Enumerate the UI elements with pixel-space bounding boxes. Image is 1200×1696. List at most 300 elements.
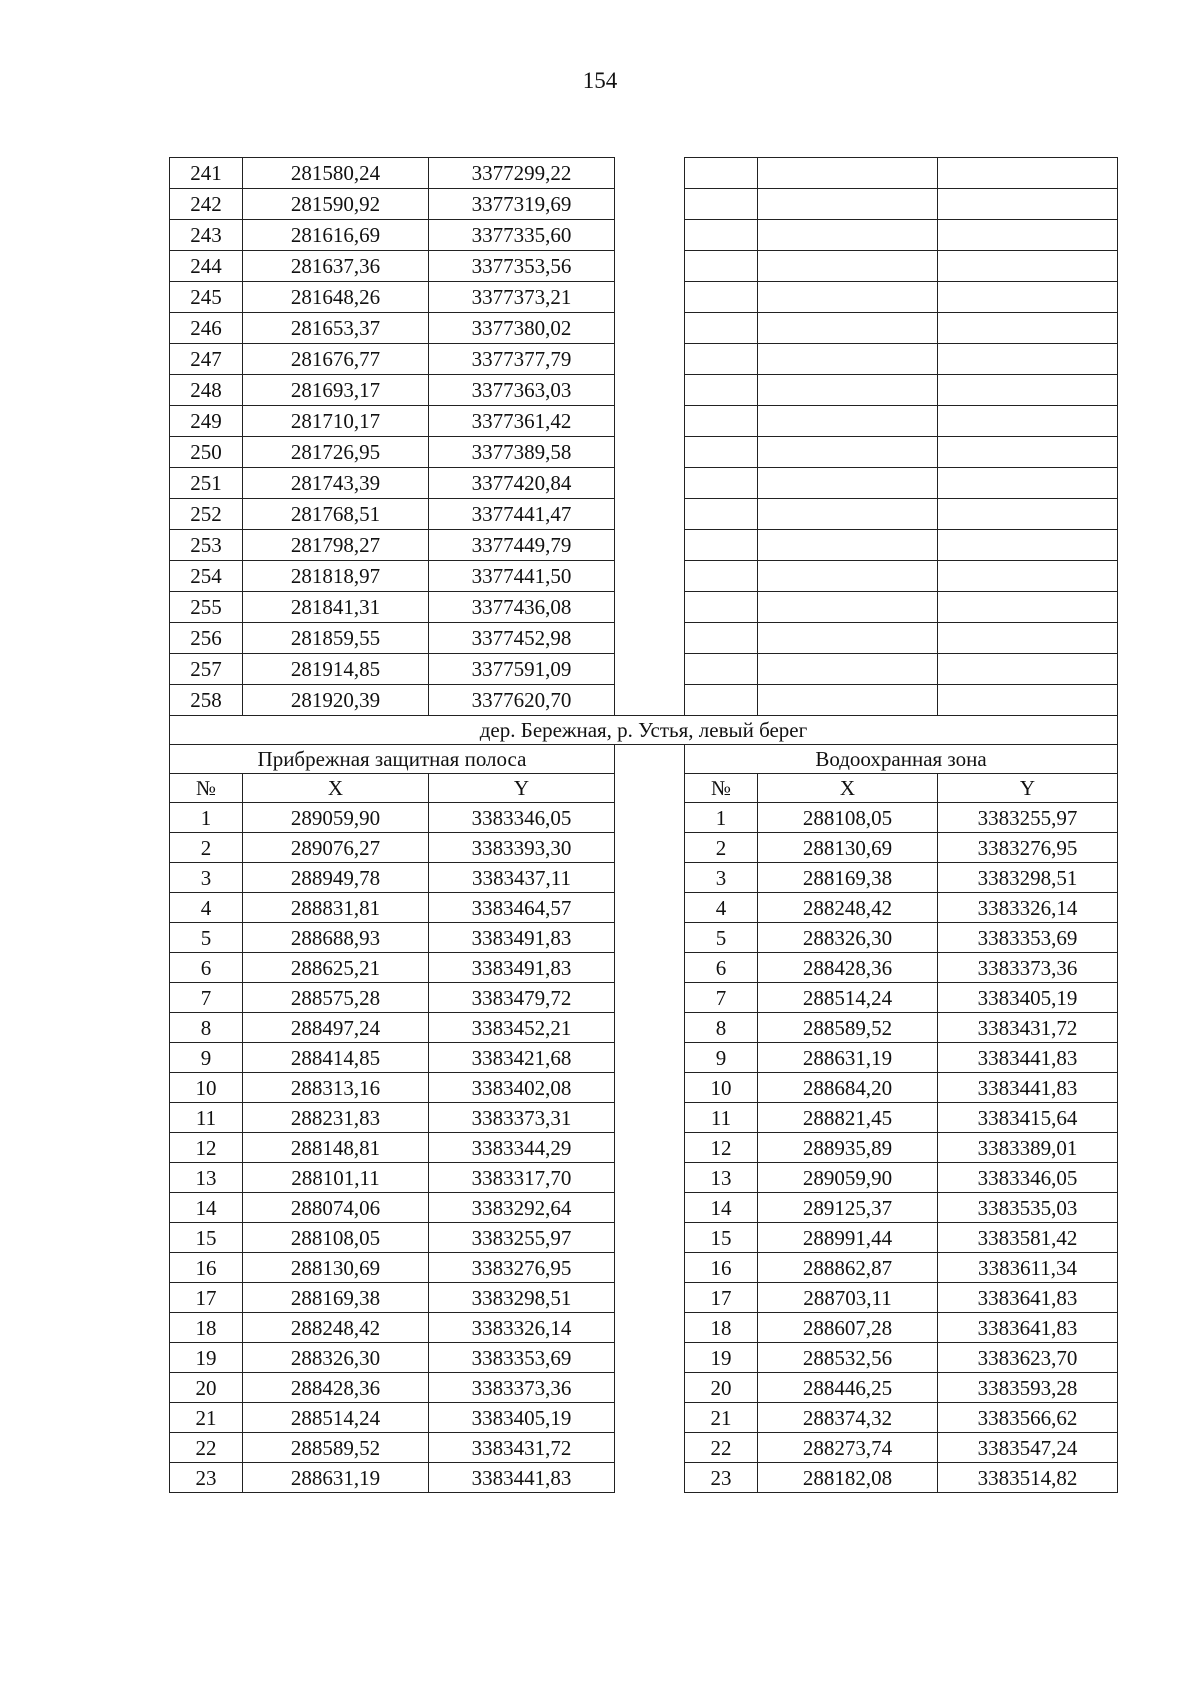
empty-cell <box>758 344 938 375</box>
left-point-number: 3 <box>170 863 243 893</box>
table-row <box>170 863 1118 893</box>
right-point-number: 21 <box>685 1403 758 1433</box>
empty-cell <box>685 375 758 406</box>
x-coordinate: 281818,97 <box>243 561 429 592</box>
empty-cell <box>938 282 1118 313</box>
point-number: 255 <box>170 592 243 623</box>
table-row <box>170 803 1118 833</box>
gap-cell <box>615 774 685 803</box>
right-y-coordinate: 3383581,42 <box>938 1223 1118 1253</box>
gap-cell <box>615 189 685 220</box>
gap-cell <box>615 1133 685 1163</box>
left-point-number: 6 <box>170 953 243 983</box>
right-y-coordinate: 3383298,51 <box>938 863 1118 893</box>
empty-cell <box>685 685 758 716</box>
gap-cell <box>615 251 685 282</box>
empty-cell <box>685 499 758 530</box>
left-point-number: 2 <box>170 833 243 863</box>
empty-cell <box>758 654 938 685</box>
gap-cell <box>615 406 685 437</box>
left-point-number: 23 <box>170 1463 243 1493</box>
empty-cell <box>685 313 758 344</box>
y-coordinate: 3377335,60 <box>429 220 615 251</box>
right-table-title: Водоохранная зона <box>685 745 1118 774</box>
table-row <box>170 983 1118 1013</box>
right-x-coordinate: 288248,42 <box>758 893 938 923</box>
point-number: 242 <box>170 189 243 220</box>
left-y-coordinate: 3383344,29 <box>429 1133 615 1163</box>
right-y-coordinate: 3383346,05 <box>938 1163 1118 1193</box>
left-x-coordinate: 288514,24 <box>243 1403 429 1433</box>
empty-cell <box>758 499 938 530</box>
table-row <box>170 561 1118 592</box>
gap-cell <box>615 833 685 863</box>
table-row <box>170 592 1118 623</box>
point-number: 254 <box>170 561 243 592</box>
right-x-coordinate: 288446,25 <box>758 1373 938 1403</box>
right-point-number: 11 <box>685 1103 758 1133</box>
empty-cell <box>938 592 1118 623</box>
right-y-coordinate: 3383514,82 <box>938 1463 1118 1493</box>
x-coordinate: 281616,69 <box>243 220 429 251</box>
empty-cell <box>938 654 1118 685</box>
table-row <box>170 1133 1118 1163</box>
x-coordinate: 281676,77 <box>243 344 429 375</box>
point-number: 245 <box>170 282 243 313</box>
empty-cell <box>685 561 758 592</box>
empty-cell <box>685 344 758 375</box>
empty-cell <box>685 158 758 189</box>
left-y-coordinate: 3383298,51 <box>429 1283 615 1313</box>
right-point-number: 2 <box>685 833 758 863</box>
gap-cell <box>615 803 685 833</box>
empty-cell <box>685 437 758 468</box>
right-y-coordinate: 3383389,01 <box>938 1133 1118 1163</box>
left-x-coordinate: 288248,42 <box>243 1313 429 1343</box>
right-y-coordinate: 3383441,83 <box>938 1043 1118 1073</box>
left-y-coordinate: 3383353,69 <box>429 1343 615 1373</box>
right-header-number: № <box>685 774 758 803</box>
empty-cell <box>938 313 1118 344</box>
coordinates-table <box>169 157 1118 1493</box>
left-x-coordinate: 288589,52 <box>243 1433 429 1463</box>
empty-cell <box>758 158 938 189</box>
left-y-coordinate: 3383326,14 <box>429 1313 615 1343</box>
table-row <box>170 923 1118 953</box>
right-point-number: 8 <box>685 1013 758 1043</box>
empty-cell <box>758 313 938 344</box>
right-x-coordinate: 288821,45 <box>758 1103 938 1133</box>
left-point-number: 17 <box>170 1283 243 1313</box>
empty-cell <box>938 344 1118 375</box>
left-x-coordinate: 288575,28 <box>243 983 429 1013</box>
x-coordinate: 281859,55 <box>243 623 429 654</box>
empty-cell <box>938 499 1118 530</box>
left-header-number: № <box>170 774 243 803</box>
point-number: 243 <box>170 220 243 251</box>
x-coordinate: 281841,31 <box>243 592 429 623</box>
right-x-coordinate: 288991,44 <box>758 1223 938 1253</box>
left-y-coordinate: 3383452,21 <box>429 1013 615 1043</box>
empty-cell <box>758 406 938 437</box>
right-y-coordinate: 3383373,36 <box>938 953 1118 983</box>
left-y-coordinate: 3383421,68 <box>429 1043 615 1073</box>
right-y-coordinate: 3383547,24 <box>938 1433 1118 1463</box>
empty-cell <box>685 406 758 437</box>
left-header-x: X <box>243 774 429 803</box>
gap-cell <box>615 863 685 893</box>
section-header <box>170 716 1118 803</box>
left-x-coordinate: 288631,19 <box>243 1463 429 1493</box>
top-rows <box>170 158 1118 716</box>
right-x-coordinate: 288374,32 <box>758 1403 938 1433</box>
y-coordinate: 3377373,21 <box>429 282 615 313</box>
empty-cell <box>758 530 938 561</box>
right-x-coordinate: 288935,89 <box>758 1133 938 1163</box>
table-row <box>170 220 1118 251</box>
x-coordinate: 281648,26 <box>243 282 429 313</box>
table-row <box>170 1193 1118 1223</box>
table-row <box>170 437 1118 468</box>
y-coordinate: 3377441,47 <box>429 499 615 530</box>
gap-cell <box>615 468 685 499</box>
right-point-number: 13 <box>685 1163 758 1193</box>
right-x-coordinate: 288273,74 <box>758 1433 938 1463</box>
left-table-title: Прибрежная защитная полоса <box>170 745 615 774</box>
empty-cell <box>938 561 1118 592</box>
point-number: 258 <box>170 685 243 716</box>
left-y-coordinate: 3383405,19 <box>429 1403 615 1433</box>
gap-cell <box>615 923 685 953</box>
empty-cell <box>938 406 1118 437</box>
empty-cell <box>938 623 1118 654</box>
left-point-number: 11 <box>170 1103 243 1133</box>
left-x-coordinate: 288101,11 <box>243 1163 429 1193</box>
empty-cell <box>758 189 938 220</box>
point-number: 247 <box>170 344 243 375</box>
left-x-coordinate: 288688,93 <box>243 923 429 953</box>
left-x-coordinate: 288625,21 <box>243 953 429 983</box>
gap-cell <box>615 499 685 530</box>
gap-cell <box>615 375 685 406</box>
gap-cell <box>615 530 685 561</box>
right-point-number: 20 <box>685 1373 758 1403</box>
right-point-number: 12 <box>685 1133 758 1163</box>
empty-cell <box>758 220 938 251</box>
table-row <box>170 406 1118 437</box>
right-x-coordinate: 288532,56 <box>758 1343 938 1373</box>
left-y-coordinate: 3383464,57 <box>429 893 615 923</box>
left-y-coordinate: 3383276,95 <box>429 1253 615 1283</box>
table-row <box>170 893 1118 923</box>
empty-cell <box>758 468 938 499</box>
table-row <box>170 623 1118 654</box>
left-point-number: 20 <box>170 1373 243 1403</box>
gap-cell <box>615 344 685 375</box>
right-point-number: 15 <box>685 1223 758 1253</box>
right-x-coordinate: 288703,11 <box>758 1283 938 1313</box>
table-row <box>170 158 1118 189</box>
right-x-coordinate: 288428,36 <box>758 953 938 983</box>
left-x-coordinate: 288949,78 <box>243 863 429 893</box>
right-point-number: 9 <box>685 1043 758 1073</box>
table-row <box>170 1433 1118 1463</box>
gap-cell <box>615 1283 685 1313</box>
right-point-number: 6 <box>685 953 758 983</box>
gap-cell <box>615 1223 685 1253</box>
x-coordinate: 281590,92 <box>243 189 429 220</box>
right-point-number: 4 <box>685 893 758 923</box>
table-row <box>170 499 1118 530</box>
empty-cell <box>938 251 1118 282</box>
table-row <box>170 1283 1118 1313</box>
left-point-number: 18 <box>170 1313 243 1343</box>
right-point-number: 18 <box>685 1313 758 1343</box>
empty-cell <box>685 189 758 220</box>
right-y-coordinate: 3383255,97 <box>938 803 1118 833</box>
gap-cell <box>615 1103 685 1133</box>
empty-cell <box>685 251 758 282</box>
gap-cell <box>615 953 685 983</box>
y-coordinate: 3377389,58 <box>429 437 615 468</box>
y-coordinate: 3377299,22 <box>429 158 615 189</box>
gap-cell <box>615 437 685 468</box>
point-number: 244 <box>170 251 243 282</box>
left-point-number: 12 <box>170 1133 243 1163</box>
y-coordinate: 3377319,69 <box>429 189 615 220</box>
table-row <box>170 375 1118 406</box>
left-x-coordinate: 288108,05 <box>243 1223 429 1253</box>
right-x-coordinate: 288182,08 <box>758 1463 938 1493</box>
y-coordinate: 3377449,79 <box>429 530 615 561</box>
right-y-coordinate: 3383641,83 <box>938 1313 1118 1343</box>
right-point-number: 1 <box>685 803 758 833</box>
empty-cell <box>758 251 938 282</box>
gap-cell <box>615 1073 685 1103</box>
table-row <box>170 344 1118 375</box>
left-point-number: 14 <box>170 1193 243 1223</box>
right-header-x: X <box>758 774 938 803</box>
left-x-coordinate: 288428,36 <box>243 1373 429 1403</box>
right-y-coordinate: 3383623,70 <box>938 1343 1118 1373</box>
left-point-number: 10 <box>170 1073 243 1103</box>
gap-cell <box>615 561 685 592</box>
x-coordinate: 281693,17 <box>243 375 429 406</box>
table-row <box>170 282 1118 313</box>
right-point-number: 19 <box>685 1343 758 1373</box>
gap-cell <box>615 1463 685 1493</box>
table-row <box>170 468 1118 499</box>
right-x-coordinate: 288589,52 <box>758 1013 938 1043</box>
empty-cell <box>685 220 758 251</box>
gap-cell <box>615 1013 685 1043</box>
right-point-number: 3 <box>685 863 758 893</box>
gap-cell <box>615 1343 685 1373</box>
right-x-coordinate: 288326,30 <box>758 923 938 953</box>
left-y-coordinate: 3383441,83 <box>429 1463 615 1493</box>
left-x-coordinate: 289059,90 <box>243 803 429 833</box>
left-y-coordinate: 3383373,36 <box>429 1373 615 1403</box>
gap-cell <box>615 1043 685 1073</box>
point-number: 251 <box>170 468 243 499</box>
left-x-coordinate: 288313,16 <box>243 1073 429 1103</box>
y-coordinate: 3377377,79 <box>429 344 615 375</box>
right-x-coordinate: 288130,69 <box>758 833 938 863</box>
right-x-coordinate: 288631,19 <box>758 1043 938 1073</box>
x-coordinate: 281798,27 <box>243 530 429 561</box>
left-y-coordinate: 3383491,83 <box>429 953 615 983</box>
table-row <box>170 313 1118 344</box>
right-point-number: 17 <box>685 1283 758 1313</box>
table-row <box>170 685 1118 716</box>
right-x-coordinate: 288684,20 <box>758 1073 938 1103</box>
x-coordinate: 281743,39 <box>243 468 429 499</box>
table-row <box>170 251 1118 282</box>
gap-cell <box>615 1313 685 1343</box>
gap-cell <box>615 1403 685 1433</box>
x-coordinate: 281768,51 <box>243 499 429 530</box>
x-coordinate: 281710,17 <box>243 406 429 437</box>
empty-cell <box>938 685 1118 716</box>
table-row <box>170 654 1118 685</box>
y-coordinate: 3377591,09 <box>429 654 615 685</box>
left-y-coordinate: 3383346,05 <box>429 803 615 833</box>
gap-cell <box>615 745 685 774</box>
left-point-number: 22 <box>170 1433 243 1463</box>
table-row <box>170 1253 1118 1283</box>
gap-cell <box>615 685 685 716</box>
empty-cell <box>685 654 758 685</box>
left-point-number: 19 <box>170 1343 243 1373</box>
gap-cell <box>615 893 685 923</box>
left-x-coordinate: 288231,83 <box>243 1103 429 1133</box>
left-x-coordinate: 288497,24 <box>243 1013 429 1043</box>
right-y-coordinate: 3383535,03 <box>938 1193 1118 1223</box>
table-row <box>170 833 1118 863</box>
left-x-coordinate: 289076,27 <box>243 833 429 863</box>
left-y-coordinate: 3383479,72 <box>429 983 615 1013</box>
right-point-number: 14 <box>685 1193 758 1223</box>
right-point-number: 5 <box>685 923 758 953</box>
right-header-y: Y <box>938 774 1118 803</box>
left-x-coordinate: 288074,06 <box>243 1193 429 1223</box>
point-number: 246 <box>170 313 243 344</box>
x-coordinate: 281920,39 <box>243 685 429 716</box>
left-point-number: 13 <box>170 1163 243 1193</box>
left-y-coordinate: 3383373,31 <box>429 1103 615 1133</box>
left-point-number: 15 <box>170 1223 243 1253</box>
table-row <box>170 1103 1118 1133</box>
left-x-coordinate: 288130,69 <box>243 1253 429 1283</box>
y-coordinate: 3377420,84 <box>429 468 615 499</box>
gap-cell <box>615 313 685 344</box>
left-y-coordinate: 3383292,64 <box>429 1193 615 1223</box>
empty-cell <box>758 685 938 716</box>
empty-cell <box>685 592 758 623</box>
left-y-coordinate: 3383317,70 <box>429 1163 615 1193</box>
left-y-coordinate: 3383437,11 <box>429 863 615 893</box>
right-x-coordinate: 288607,28 <box>758 1313 938 1343</box>
right-point-number: 22 <box>685 1433 758 1463</box>
y-coordinate: 3377441,50 <box>429 561 615 592</box>
right-y-coordinate: 3383415,64 <box>938 1103 1118 1133</box>
gap-cell <box>615 1163 685 1193</box>
right-point-number: 23 <box>685 1463 758 1493</box>
gap-cell <box>615 1253 685 1283</box>
left-x-coordinate: 288831,81 <box>243 893 429 923</box>
table-row <box>170 1013 1118 1043</box>
left-point-number: 9 <box>170 1043 243 1073</box>
y-coordinate: 3377380,02 <box>429 313 615 344</box>
left-x-coordinate: 288169,38 <box>243 1283 429 1313</box>
table-row <box>170 1313 1118 1343</box>
right-y-coordinate: 3383431,72 <box>938 1013 1118 1043</box>
right-y-coordinate: 3383276,95 <box>938 833 1118 863</box>
left-y-coordinate: 3383491,83 <box>429 923 615 953</box>
left-y-coordinate: 3383255,97 <box>429 1223 615 1253</box>
right-point-number: 7 <box>685 983 758 1013</box>
point-number: 253 <box>170 530 243 561</box>
empty-cell <box>938 437 1118 468</box>
empty-cell <box>758 592 938 623</box>
right-y-coordinate: 3383441,83 <box>938 1073 1118 1103</box>
right-y-coordinate: 3383593,28 <box>938 1373 1118 1403</box>
left-point-number: 1 <box>170 803 243 833</box>
empty-cell <box>685 468 758 499</box>
y-coordinate: 3377436,08 <box>429 592 615 623</box>
table-row <box>170 1373 1118 1403</box>
empty-cell <box>938 375 1118 406</box>
table-row <box>170 1463 1118 1493</box>
bottom-rows <box>170 803 1118 1493</box>
right-y-coordinate: 3383611,34 <box>938 1253 1118 1283</box>
table-row <box>170 1073 1118 1103</box>
right-y-coordinate: 3383566,62 <box>938 1403 1118 1433</box>
right-y-coordinate: 3383353,69 <box>938 923 1118 953</box>
point-number: 256 <box>170 623 243 654</box>
empty-cell <box>758 282 938 313</box>
right-y-coordinate: 3383641,83 <box>938 1283 1118 1313</box>
gap-cell <box>615 158 685 189</box>
left-x-coordinate: 288414,85 <box>243 1043 429 1073</box>
x-coordinate: 281914,85 <box>243 654 429 685</box>
y-coordinate: 3377361,42 <box>429 406 615 437</box>
right-x-coordinate: 289125,37 <box>758 1193 938 1223</box>
point-number: 252 <box>170 499 243 530</box>
table-row <box>170 1403 1118 1433</box>
left-point-number: 4 <box>170 893 243 923</box>
right-point-number: 16 <box>685 1253 758 1283</box>
left-point-number: 8 <box>170 1013 243 1043</box>
x-coordinate: 281637,36 <box>243 251 429 282</box>
empty-cell <box>938 220 1118 251</box>
x-coordinate: 281726,95 <box>243 437 429 468</box>
right-x-coordinate: 288514,24 <box>758 983 938 1013</box>
table-row <box>170 1163 1118 1193</box>
empty-cell <box>758 375 938 406</box>
section-title: дер. Бережная, р. Устья, левый берег <box>170 716 1118 745</box>
empty-cell <box>758 561 938 592</box>
empty-cell <box>938 530 1118 561</box>
gap-cell <box>615 623 685 654</box>
table-row <box>170 1043 1118 1073</box>
x-coordinate: 281653,37 <box>243 313 429 344</box>
right-point-number: 10 <box>685 1073 758 1103</box>
page-number: 154 <box>582 68 618 93</box>
left-y-coordinate: 3383402,08 <box>429 1073 615 1103</box>
right-x-coordinate: 288169,38 <box>758 863 938 893</box>
right-y-coordinate: 3383326,14 <box>938 893 1118 923</box>
